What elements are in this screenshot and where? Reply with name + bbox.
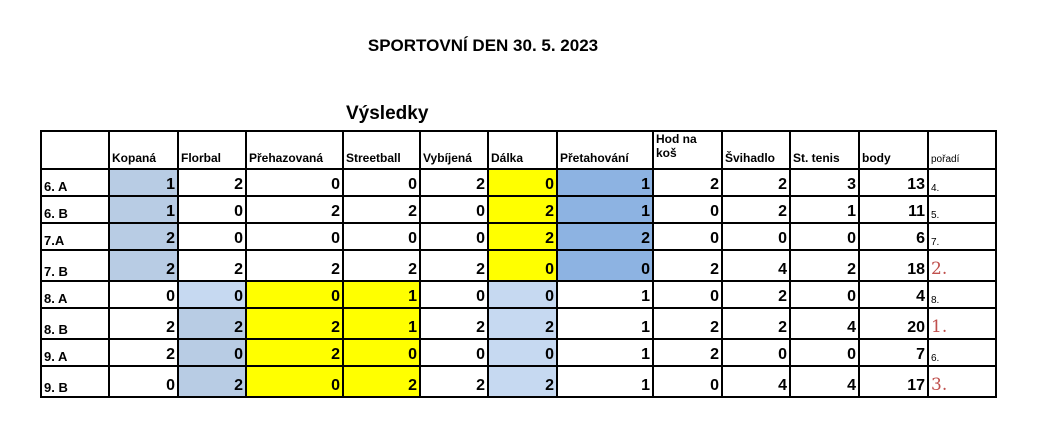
- score-cell-st-tenis: 3: [790, 169, 859, 196]
- score-cell-dalka: 0: [488, 339, 557, 366]
- score-cell-svihadlo: 4: [722, 250, 790, 281]
- score-cell-st-tenis: 4: [790, 308, 859, 339]
- score-cell-pretahovani: 1: [557, 196, 653, 223]
- table-subtitle: Výsledky: [346, 103, 429, 124]
- score-cell-pretahovani: 1: [557, 308, 653, 339]
- score-cell-dalka: 2: [488, 366, 557, 397]
- score-cell-vybijena: 2: [420, 366, 488, 397]
- score-cell-svihadlo: 2: [722, 281, 790, 308]
- score-cell-florbal: 2: [178, 308, 246, 339]
- body-cell: 7: [859, 339, 928, 366]
- score-cell-dalka: 2: [488, 308, 557, 339]
- header-class: [41, 131, 109, 169]
- results-table: [40, 130, 997, 398]
- rank-cell: 7.: [928, 223, 996, 250]
- score-cell-prehazovana: 0: [246, 366, 343, 397]
- score-cell-st-tenis: 0: [790, 339, 859, 366]
- table-row: [41, 169, 996, 196]
- header-st-tenis: St. tenis: [790, 131, 859, 169]
- score-cell-dalka: 2: [488, 196, 557, 223]
- score-cell-prehazovana: 0: [246, 223, 343, 250]
- rank-cell: 4.: [928, 169, 996, 196]
- score-cell-hod-na-kos: 2: [653, 250, 722, 281]
- score-cell-streetball: 2: [343, 250, 420, 281]
- table-row: [41, 339, 996, 366]
- class-cell: 6. A: [41, 169, 109, 196]
- header-florbal: Florbal: [178, 131, 246, 169]
- score-cell-florbal: 2: [178, 250, 246, 281]
- score-cell-florbal: 0: [178, 339, 246, 366]
- score-cell-kopana: 0: [109, 366, 178, 397]
- score-cell-streetball: 1: [343, 281, 420, 308]
- score-cell-hod-na-kos: 2: [653, 169, 722, 196]
- header-poradi: pořadí: [928, 131, 996, 169]
- score-cell-kopana: 2: [109, 223, 178, 250]
- score-cell-dalka: 2: [488, 223, 557, 250]
- class-cell: 7.A: [41, 223, 109, 250]
- score-cell-pretahovani: 1: [557, 169, 653, 196]
- header-streetball: Streetball: [343, 131, 420, 169]
- score-cell-dalka: 0: [488, 250, 557, 281]
- score-cell-hod-na-kos: 2: [653, 339, 722, 366]
- table-row: [41, 223, 996, 250]
- score-cell-prehazovana: 2: [246, 339, 343, 366]
- score-cell-vybijena: 2: [420, 308, 488, 339]
- rank-cell: 8.: [928, 281, 996, 308]
- score-cell-vybijena: 2: [420, 169, 488, 196]
- header-vybijena: Vybíjená: [420, 131, 488, 169]
- score-cell-st-tenis: 0: [790, 281, 859, 308]
- header-svihadlo: Švihadlo: [722, 131, 790, 169]
- body-cell: 18: [859, 250, 928, 281]
- score-cell-prehazovana: 2: [246, 250, 343, 281]
- score-cell-florbal: 0: [178, 196, 246, 223]
- class-cell: 7. B: [41, 250, 109, 281]
- class-cell: 8. B: [41, 308, 109, 339]
- score-cell-kopana: 1: [109, 169, 178, 196]
- score-cell-prehazovana: 2: [246, 196, 343, 223]
- score-cell-streetball: 0: [343, 339, 420, 366]
- score-cell-st-tenis: 4: [790, 366, 859, 397]
- score-cell-florbal: 2: [178, 366, 246, 397]
- rank-cell: 6.: [928, 339, 996, 366]
- header-body: body: [859, 131, 928, 169]
- score-cell-vybijena: 0: [420, 196, 488, 223]
- body-cell: 17: [859, 366, 928, 397]
- score-cell-svihadlo: 0: [722, 223, 790, 250]
- score-cell-streetball: 1: [343, 308, 420, 339]
- score-cell-florbal: 0: [178, 223, 246, 250]
- score-cell-kopana: 2: [109, 250, 178, 281]
- score-cell-hod-na-kos: 0: [653, 281, 722, 308]
- rank-cell: 3.: [928, 366, 996, 397]
- table-row: [41, 366, 996, 397]
- score-cell-st-tenis: 0: [790, 223, 859, 250]
- class-cell: 6. B: [41, 196, 109, 223]
- table-row: [41, 196, 996, 223]
- score-cell-florbal: 2: [178, 169, 246, 196]
- score-cell-pretahovani: 1: [557, 281, 653, 308]
- rank-cell: 1.: [928, 308, 996, 339]
- class-cell: 9. A: [41, 339, 109, 366]
- score-cell-dalka: 0: [488, 169, 557, 196]
- score-cell-vybijena: 0: [420, 281, 488, 308]
- page-title: SPORTOVNÍ DEN 30. 5. 2023: [367, 36, 599, 55]
- body-cell: 13: [859, 169, 928, 196]
- header-row: [41, 131, 996, 169]
- score-cell-kopana: 2: [109, 339, 178, 366]
- score-cell-svihadlo: 4: [722, 366, 790, 397]
- score-cell-svihadlo: 2: [722, 196, 790, 223]
- body-cell: 20: [859, 308, 928, 339]
- table-row: [41, 308, 996, 339]
- score-cell-hod-na-kos: 0: [653, 223, 722, 250]
- score-cell-streetball: 2: [343, 366, 420, 397]
- score-cell-hod-na-kos: 0: [653, 196, 722, 223]
- score-cell-prehazovana: 2: [246, 308, 343, 339]
- header-hod-na-kos: Hod na koš: [653, 131, 722, 169]
- body-cell: 4: [859, 281, 928, 308]
- score-cell-kopana: 2: [109, 308, 178, 339]
- score-cell-pretahovani: 1: [557, 366, 653, 397]
- score-cell-streetball: 0: [343, 169, 420, 196]
- score-cell-dalka: 0: [488, 281, 557, 308]
- class-cell: 9. B: [41, 366, 109, 397]
- header-pretahovani: Přetahování: [557, 131, 653, 169]
- score-cell-hod-na-kos: 0: [653, 366, 722, 397]
- rank-cell: 2.: [928, 250, 996, 281]
- score-cell-vybijena: 2: [420, 250, 488, 281]
- score-cell-vybijena: 0: [420, 223, 488, 250]
- score-cell-kopana: 1: [109, 196, 178, 223]
- score-cell-prehazovana: 0: [246, 169, 343, 196]
- table-row: [41, 281, 996, 308]
- score-cell-kopana: 0: [109, 281, 178, 308]
- score-cell-st-tenis: 1: [790, 196, 859, 223]
- score-cell-pretahovani: 0: [557, 250, 653, 281]
- score-cell-svihadlo: 0: [722, 339, 790, 366]
- table-row: [41, 250, 996, 281]
- score-cell-streetball: 2: [343, 196, 420, 223]
- header-kopana: Kopaná: [109, 131, 178, 169]
- score-cell-st-tenis: 2: [790, 250, 859, 281]
- score-cell-streetball: 0: [343, 223, 420, 250]
- score-cell-pretahovani: 1: [557, 339, 653, 366]
- score-cell-hod-na-kos: 2: [653, 308, 722, 339]
- score-cell-pretahovani: 2: [557, 223, 653, 250]
- body-cell: 6: [859, 223, 928, 250]
- class-cell: 8. A: [41, 281, 109, 308]
- score-cell-vybijena: 0: [420, 339, 488, 366]
- score-cell-svihadlo: 2: [722, 169, 790, 196]
- rank-cell: 5.: [928, 196, 996, 223]
- score-cell-svihadlo: 2: [722, 308, 790, 339]
- header-dalka: Dálka: [488, 131, 557, 169]
- body-cell: 11: [859, 196, 928, 223]
- header-prehazovana: Přehazovaná: [246, 131, 343, 169]
- score-cell-florbal: 0: [178, 281, 246, 308]
- score-cell-prehazovana: 0: [246, 281, 343, 308]
